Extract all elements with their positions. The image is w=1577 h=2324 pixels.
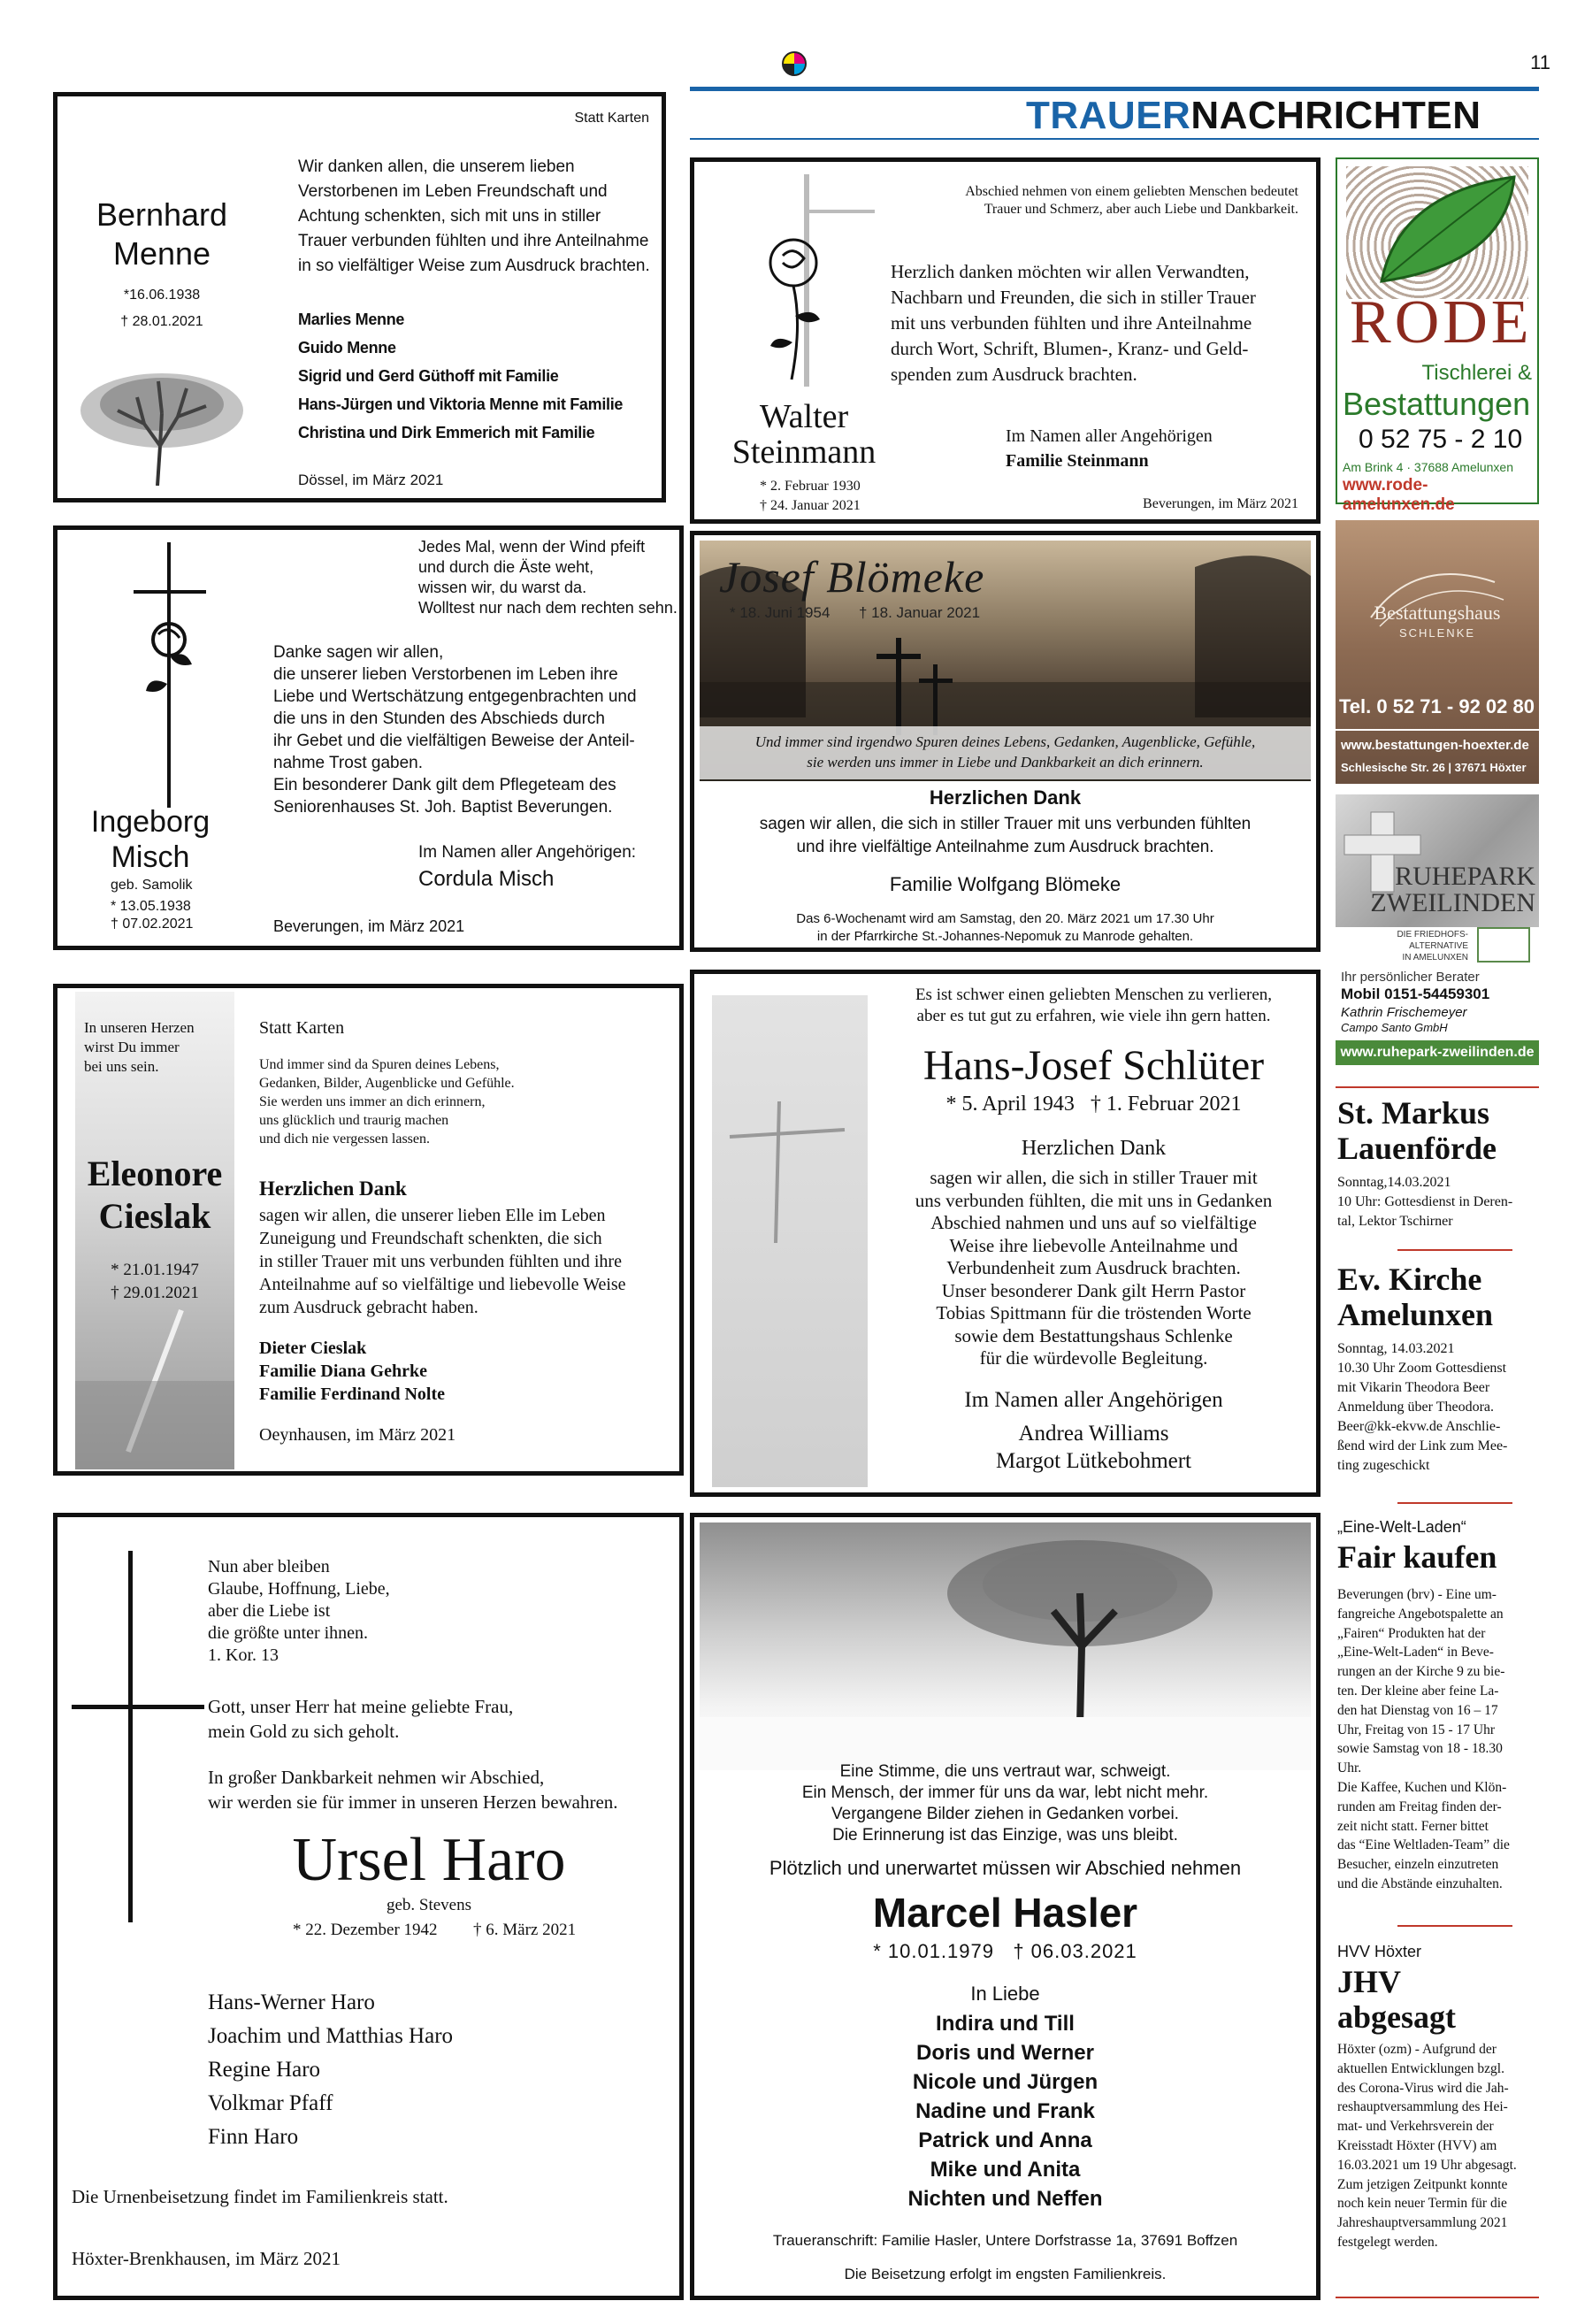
- haro-text2: [208, 1765, 618, 1814]
- ruhepark-url[interactable]: www.ruhepark-zweilinden.de: [1336, 1040, 1539, 1065]
- cieslak-text-line: Zuneigung und Freundschaft schenkten, die sich: [259, 1229, 602, 1248]
- steinmann-place: Beverungen, im März 2021: [1143, 496, 1298, 511]
- hasler-family-member: Indira und Till: [936, 2012, 1075, 2036]
- cieslak-poem-line: uns glücklich und traurig machen: [259, 1113, 449, 1128]
- haro-verse: [208, 1556, 390, 1667]
- steinmann-dates: [760, 477, 861, 516]
- schlueter-family: [871, 1420, 1316, 1475]
- schlueter-family-member: Margot Lütkebohmert: [995, 1449, 1192, 1473]
- jhv-text-line: Jahreshauptversammlung 2021: [1337, 2215, 1508, 2231]
- fair-kicker: „Eine-Welt-Laden“: [1337, 1518, 1466, 1536]
- misch-dates: [111, 877, 193, 933]
- steinmann-last-name: Steinmann: [731, 433, 877, 471]
- cieslak-text-line: sagen wir allen, die unserer lieben Elle im Leben: [259, 1206, 606, 1225]
- bloemeke-photo: [700, 541, 1311, 781]
- rode-line2: Bestattungen: [1343, 386, 1531, 422]
- steinmann-born: * 2. Februar 1930: [760, 479, 861, 494]
- page-number: 11: [1530, 51, 1550, 73]
- bloemeke-quote: [700, 732, 1311, 772]
- fair-title: Fair kaufen: [1337, 1539, 1497, 1575]
- fair-text-line: fangreiche Angebotspalette an: [1337, 1606, 1504, 1622]
- section-title-part1: TRAUER: [1026, 94, 1191, 137]
- schlenke-sub: SCHLENKE: [1398, 626, 1476, 640]
- haro-family-member: Regine Haro: [208, 2058, 321, 2082]
- fair-text-line: Beverungen (brv) - Eine um-: [1337, 1587, 1497, 1602]
- fair-text-line: Uhr, Freitag von 15 - 17 Uhr: [1337, 1722, 1496, 1737]
- markus-text-line: tal, Lektor Tschirner: [1337, 1214, 1453, 1229]
- misch-text-line: Seniorenhauses St. Joh. Baptist Beverungen.: [273, 798, 613, 817]
- bloemeke-born: * 18. Juni 1954: [730, 604, 831, 621]
- cieslak-last-name: Cieslak: [98, 1196, 211, 1236]
- fair-text-line: Die Kaffee, Kuchen und Klön-: [1337, 1779, 1507, 1795]
- cieslak-family-member: Dieter Cieslak: [259, 1338, 367, 1358]
- cieslak-died: † 29.01.2021: [111, 1284, 199, 1302]
- hasler-family-member: Doris und Werner: [916, 2041, 1094, 2065]
- menne-last-name: Menne: [112, 235, 211, 272]
- misch-text-line: nahme Trost gaben.: [273, 754, 423, 772]
- misch-text-line: Ein besonderer Dank gilt dem Pflegeteam des: [273, 776, 616, 794]
- menne-family: [298, 305, 623, 447]
- markus-text: [1337, 1173, 1512, 1231]
- haro-text1-line: Gott, unser Herr hat meine geliebte Frau,: [208, 1696, 514, 1717]
- jhv-text-line: mat- und Verkehrsverein der: [1337, 2119, 1494, 2135]
- schlueter-text-line: uns verbunden fühlten, die mit uns in Gedanken: [915, 1189, 1273, 1211]
- schlueter-text-line: Tobias Spittmann für die tröstenden Worte: [936, 1302, 1252, 1323]
- misch-poem-line: und durch die Äste weht,: [418, 558, 594, 576]
- menne-name: [73, 196, 250, 273]
- haro-name: Ursel Haro: [292, 1826, 566, 1894]
- bloemeke-died: † 18. Januar 2021: [859, 604, 981, 621]
- haro-family-member: Joachim und Matthias Haro: [208, 2024, 454, 2048]
- misch-born: * 13.05.1938: [111, 899, 191, 914]
- cieslak-family-member: Familie Diana Gehrke: [259, 1361, 427, 1381]
- hasler-intro: Plötzlich und unerwartet müssen wir Abschied nehmen: [769, 1857, 1242, 1879]
- schlueter-dates: * 5. April 1943 † 1. Februar 2021: [945, 1093, 1242, 1116]
- steinmann-text-line: spenden zum Ausdruck brachten.: [891, 364, 1137, 385]
- schlueter-text-line: Abschied nahmen und uns auf so vielfältige: [930, 1212, 1257, 1233]
- steinmann-sign-line2: Familie Steinmann: [1006, 451, 1149, 471]
- fair-text-line: runden am Freitag finden der-: [1337, 1799, 1502, 1814]
- menne-died: † 28.01.2021: [120, 314, 203, 329]
- haro-text1-line: mein Gold zu sich geholt.: [208, 1721, 400, 1742]
- rode-url[interactable]: www.rode-amelunxen.de: [1343, 476, 1455, 514]
- cieslak-text: [259, 1204, 626, 1319]
- amelunxen-text-line: ting zugeschickt: [1337, 1458, 1430, 1473]
- markus-title-line2: Lauenförde: [1337, 1131, 1497, 1166]
- amelunxen-title-line1: Ev. Kirche: [1337, 1262, 1482, 1297]
- fair-text-line: „Eine-Welt-Laden“ in Beve-: [1337, 1645, 1494, 1661]
- ruhepark-name1: RUHEPARK: [1395, 862, 1535, 891]
- hasler-family-member: Mike und Anita: [930, 2158, 1081, 2182]
- ruhepark-company: Campo Santo GmbH: [1341, 1021, 1448, 1034]
- fair-text-line: den hat Dienstag von 16 – 17: [1337, 1702, 1498, 1718]
- amelunxen-text-line: Beer@kk-ekvw.de Anschlie-: [1337, 1419, 1501, 1434]
- haro-verse-line: aber die Liebe ist: [208, 1601, 331, 1621]
- haro-text1: [208, 1694, 513, 1744]
- ruhepark-alt: [1397, 929, 1468, 963]
- schlueter-intro-line: aber es tut gut zu erfahren, wie viele ihn gern hatten.: [916, 1007, 1271, 1025]
- menne-text: [298, 155, 650, 279]
- steinmann-died: † 24. Januar 2021: [760, 498, 861, 513]
- cieslak-born: * 21.01.1947: [111, 1261, 199, 1279]
- ruhepark-advisor: Ihr persönlicher Berater: [1341, 970, 1480, 985]
- jhv-text-line: Kreisstadt Höxter (HVV) am: [1337, 2137, 1497, 2153]
- cieslak-poem-line: Gedanken, Bilder, Augenblicke und Gefühle.: [259, 1076, 515, 1091]
- misch-sign-line2: Cordula Misch: [418, 867, 555, 891]
- cieslak-poem-line: und dich nie vergessen lassen.: [259, 1131, 430, 1147]
- schlueter-text: [871, 1167, 1316, 1370]
- markus-title-line1: St. Markus: [1337, 1095, 1490, 1131]
- obituary-steinmann: [690, 157, 1321, 524]
- schlueter-sign: Im Namen aller Angehörigen: [964, 1388, 1223, 1412]
- menne-born: *16.06.1938: [123, 288, 201, 303]
- misch-first-name: Ingeborg: [90, 805, 211, 839]
- cieslak-name: [75, 1153, 234, 1238]
- jhv-kicker: HVV Höxter: [1337, 1943, 1422, 1960]
- schlenke-name: Bestattungshaus: [1374, 602, 1501, 624]
- bloemeke-photo-name: Josef Blömeke: [719, 552, 985, 602]
- misch-text-line: die uns in den Stunden des Abschieds durch: [273, 709, 605, 728]
- cieslak-first-name: Eleonore: [87, 1154, 223, 1193]
- fair-text-line: Uhr.: [1337, 1760, 1362, 1776]
- obituary-menne: [53, 92, 666, 502]
- amelunxen-text: [1337, 1339, 1507, 1476]
- cross-icon: [128, 1551, 133, 1922]
- header-rule-bottom: [690, 138, 1539, 140]
- steinmann-name: [707, 399, 901, 470]
- jhv-text-line: des Corona-Virus wird die Jah-: [1337, 2080, 1509, 2096]
- cieslak-place: Oeynhausen, im März 2021: [259, 1425, 456, 1445]
- hasler-family-member: Nichten und Neffen: [907, 2187, 1103, 2211]
- menne-text-line: Trauer verbunden fühlten und ihre Anteilnahme: [298, 232, 649, 250]
- haro-verse-line: Nun aber bleiben: [208, 1557, 330, 1576]
- haro-text2-line: wir werden sie für immer in unseren Herzen bewahren.: [208, 1791, 618, 1813]
- misch-text-line: die unserer lieben Verstorbenen im Leben ihre: [273, 665, 618, 684]
- cieslak-side-panel: [75, 992, 234, 1469]
- amelunxen-title: [1337, 1262, 1493, 1332]
- cieslak-poem: [259, 1055, 515, 1148]
- haro-family-member: Finn Haro: [208, 2125, 299, 2149]
- schlueter-intro: [871, 985, 1316, 1027]
- cieslak-family-member: Familie Ferdinand Nolte: [259, 1384, 445, 1404]
- menne-family-member: Sigrid und Gerd Güthoff mit Familie: [298, 367, 559, 385]
- tree-icon: [73, 362, 250, 486]
- schlueter-intro-line: Es ist schwer einen geliebten Menschen zu verlieren,: [915, 986, 1273, 1004]
- menne-text-line: in so vielfältiger Weise zum Ausdruck brachten.: [298, 257, 650, 275]
- ruhepark-alt-line: ALTERNATIVE: [1409, 941, 1468, 951]
- sidebar-rule: [1397, 1925, 1512, 1927]
- ruhepark-mobile: Mobil 0151-54459301: [1341, 986, 1490, 1002]
- hasler-poem-line: Ein Mensch, der immer für uns da war, lebt nicht mehr.: [801, 1783, 1209, 1802]
- jhv-text-line: Zum jetzigen Zeitpunkt konnte: [1337, 2176, 1508, 2192]
- misch-poem-line: wissen wir, du warst da.: [418, 579, 587, 596]
- hasler-poem-line: Die Erinnerung ist das Einzige, was uns bleibt.: [832, 1826, 1178, 1845]
- obituary-cieslak: [53, 984, 684, 1476]
- jhv-title-line1: JHV: [1337, 1964, 1401, 1999]
- cieslak-side-text: [84, 1018, 195, 1077]
- menne-header: Statt Karten: [574, 111, 649, 126]
- schlenke-phone: Tel. 0 52 71 - 92 02 80: [1339, 695, 1535, 717]
- menne-dates: [73, 282, 250, 335]
- cieslak-side-line: wirst Du immer: [84, 1039, 180, 1055]
- jhv-text-line: 16.03.2021 um 19 Uhr abgesagt.: [1337, 2157, 1517, 2173]
- rode-line1: Tischlerei &: [1421, 361, 1532, 385]
- winter-tree-icon: [700, 1522, 1311, 1770]
- house-icon: [1477, 927, 1530, 963]
- steinmann-intro-line: Trauer und Schmerz, aber auch Liebe und Dankbarkeit.: [984, 202, 1298, 217]
- hasler-family-member: Patrick und Anna: [918, 2128, 1092, 2152]
- hasler-name: Marcel Hasler: [872, 1890, 1138, 1936]
- ruhepark-alt-line: IN AMELUNXEN: [1402, 953, 1468, 963]
- hasler-poem: [694, 1761, 1316, 1846]
- hasler-poem-line: Eine Stimme, die uns vertraut war, schweigt.: [839, 1762, 1171, 1781]
- haro-place: Höxter-Brenkhausen, im März 2021: [72, 2248, 341, 2269]
- misch-place: Beverungen, im März 2021: [273, 917, 465, 935]
- jhv-text-line: noch kein neuer Termin für die: [1337, 2196, 1507, 2212]
- rose-cross-icon: [111, 542, 234, 808]
- misch-poem-line: Jedes Mal, wenn der Wind pfeift: [418, 538, 646, 556]
- hasler-family: [694, 2009, 1316, 2213]
- ad-ruhepark: [1336, 794, 1539, 1069]
- bloemeke-thanks: Herzlichen Dank: [929, 786, 1082, 809]
- rode-address: Am Brink 4 · 37688 Amelunxen: [1343, 460, 1513, 474]
- menne-family-member: Marlies Menne: [298, 311, 405, 328]
- misch-died: † 07.02.2021: [111, 917, 194, 932]
- hasler-dates: * 10.01.1979 † 06.03.2021: [873, 1940, 1137, 1962]
- amelunxen-text-line: Sonntag, 14.03.2021: [1337, 1341, 1455, 1356]
- schlueter-text-line: für die würdevolle Begleitung.: [979, 1347, 1208, 1369]
- cieslak-text-line: zum Ausdruck gebracht haben.: [259, 1298, 478, 1317]
- sidebar-rule: [1336, 2297, 1539, 2298]
- ad-schlenke: [1336, 520, 1539, 784]
- amelunxen-text-line: Anmeldung über Theodora.: [1337, 1400, 1494, 1415]
- cieslak-poem-line: Und immer sind da Spuren deines Lebens,: [259, 1057, 500, 1072]
- section-title-part2: NACHRICHTEN: [1190, 94, 1481, 137]
- misch-text-line: ihr Gebet und die vielfältigen Beweise der Anteil-: [273, 732, 635, 750]
- bloemeke-service-line: in der Pfarrkirche St.-Johannes-Nepomuk zu Manrode gehalten.: [816, 929, 1194, 944]
- schlueter-text-line: Unser besonderer Dank gilt Herrn Pastor: [941, 1279, 1246, 1301]
- bloemeke-service: [694, 910, 1316, 946]
- fair-text-line: und die Abstände einzuhalten.: [1337, 1875, 1503, 1891]
- haro-family: [208, 1986, 453, 2154]
- cieslak-text-line: in stiller Trauer mit uns verbunden fühlten und ihre: [259, 1252, 622, 1271]
- fair-text-line: „Fairen“ Produkten hat der: [1337, 1625, 1486, 1641]
- schlueter-text-line: sagen wir allen, die sich in stiller Trauer mit: [930, 1167, 1258, 1188]
- misch-text-line: Danke sagen wir allen,: [273, 643, 444, 662]
- hasler-poem-line: Vergangene Bilder ziehen in Gedanken vorbei.: [831, 1805, 1179, 1823]
- fair-text-line: sowie Samstag von 18 - 18.30: [1337, 1741, 1503, 1757]
- print-registration-mark: [782, 51, 807, 76]
- menne-family-member: Guido Menne: [298, 339, 396, 357]
- amelunxen-title-line2: Amelunxen: [1337, 1297, 1494, 1332]
- misch-last-name: Misch: [111, 840, 190, 874]
- haro-born: * 22. Dezember 1942: [293, 1921, 438, 1939]
- bloemeke-family: Familie Wolfgang Blömeke: [889, 873, 1122, 895]
- schlenke-address: Schlesische Str. 26 | 37671 Höxter: [1341, 761, 1527, 774]
- menne-family-member: Christina und Dirk Emmerich mit Familie: [298, 424, 595, 441]
- steinmann-text-line: durch Wort, Schrift, Blumen-, Kranz- und Geld-: [891, 338, 1249, 359]
- bloemeke-text-line: und ihre vielfältige Anteilnahme zum Ausdruck brachten.: [796, 838, 1214, 856]
- misch-text: [273, 641, 637, 818]
- fair-text-line: das “Eine Weltladen-Team” die: [1337, 1837, 1510, 1853]
- misch-poem-line: Wolltest nur nach dem rechten sehn.: [418, 599, 677, 617]
- haro-verse-line: Glaube, Hoffnung, Liebe,: [208, 1579, 390, 1599]
- cieslak-header: Statt Karten: [259, 1018, 345, 1038]
- fair-text-line: Besucher, einzeln einzutreten: [1337, 1857, 1499, 1873]
- steinmann-text: [891, 259, 1256, 387]
- schlueter-name: Hans-Josef Schlüter: [922, 1042, 1265, 1089]
- jhv-text-line: Höxter (ozm) - Aufgrund der: [1337, 2042, 1497, 2057]
- jhv-title: [1337, 1964, 1456, 2035]
- jhv-text: [1337, 2040, 1517, 2252]
- hasler-photo: [700, 1522, 1311, 1770]
- header-rule: [690, 87, 1539, 91]
- markus-title: [1337, 1095, 1497, 1166]
- obituary-schlueter: [690, 970, 1321, 1497]
- cieslak-side-line: In unseren Herzen: [84, 1019, 195, 1036]
- haro-text2-line: In großer Dankbarkeit nehmen wir Abschied,: [208, 1767, 545, 1788]
- obituary-bloemeke: [690, 531, 1321, 952]
- menne-text-line: Verstorbenen im Leben Freundschaft und: [298, 182, 608, 201]
- bloemeke-quote-line: sie werden uns immer in Liebe und Dankbarkeit an dich erinnern.: [807, 754, 1204, 771]
- rode-phone: 0 52 75 - 2 10: [1359, 425, 1523, 454]
- bloemeke-text-line: sagen wir allen, die sich in stiller Trauer mit uns verbunden fühlten: [759, 815, 1252, 833]
- amelunxen-text-line: ßend wird der Link zum Mee-: [1337, 1438, 1508, 1453]
- haro-note: Die Urnenbeisetzung findet im Familienkreis statt.: [72, 2186, 448, 2207]
- cieslak-poem-line: Sie werden uns immer an dich erinnern,: [259, 1094, 486, 1109]
- hasler-address: Traueranschrift: Familie Hasler, Untere Dorfstrasse 1a, 37691 Boffzen: [772, 2232, 1238, 2249]
- cross-bar: [72, 1705, 204, 1709]
- hasler-love: In Liebe: [970, 1983, 1040, 2005]
- ruhepark-person: Kathrin Frischemeyer: [1341, 1005, 1467, 1020]
- haro-verse-line: die größte unter ihnen.: [208, 1623, 369, 1643]
- misch-signature: [418, 840, 636, 893]
- hasler-family-member: Nadine und Frank: [915, 2099, 1095, 2123]
- sidebar-rule: [1336, 1086, 1539, 1088]
- steinmann-sign-line1: Im Namen aller Angehörigen: [1006, 426, 1213, 446]
- fair-text-line: ten. Der kleine aber feine La-: [1337, 1683, 1499, 1699]
- haro-died: † 6. März 2021: [473, 1921, 577, 1939]
- amelunxen-text-line: 10.30 Uhr Zoom Gottesdienst: [1337, 1361, 1507, 1376]
- markus-text-line: 10 Uhr: Gottesdienst in Deren-: [1337, 1194, 1513, 1209]
- ad-rode: [1336, 157, 1539, 514]
- sidebar-rule: [1397, 1249, 1512, 1251]
- ruhepark-name2: ZWEILINDEN: [1370, 888, 1535, 917]
- markus-text-line: Sonntag,14.03.2021: [1337, 1175, 1451, 1190]
- obituary-hasler: [690, 1513, 1321, 2300]
- bloemeke-service-line: Das 6-Wochenamt wird am Samstag, den 20. März 2021 um 17.30 Uhr: [796, 911, 1214, 926]
- misch-text-line: Liebe und Wertschätzung entgegenbrachten und: [273, 687, 637, 706]
- rose-cross-icon: [751, 174, 875, 387]
- cieslak-family: [259, 1337, 445, 1406]
- steinmann-text-line: Nachbarn und Freunden, die sich in stiller Trauer: [891, 287, 1256, 308]
- leaf-icon: [1346, 166, 1528, 299]
- fair-text-line: zeit nicht statt. Ferner bittet: [1337, 1818, 1489, 1834]
- cieslak-text-line: Anteilnahme auf so vielfältige und liebevolle Weise: [259, 1275, 626, 1294]
- misch-sign-line1: Im Namen aller Angehörigen:: [418, 843, 637, 862]
- cieslak-side-line: bei uns sein.: [84, 1058, 159, 1075]
- menne-text-line: Achtung schenkten, sich mit uns in stiller: [298, 207, 601, 226]
- steinmann-text-line: Herzlich danken möchten wir allen Verwandten,: [891, 261, 1250, 282]
- sidebar-rule: [1397, 1502, 1512, 1504]
- schlueter-text-line: sowie dem Bestattungshaus Schlenke: [954, 1324, 1233, 1346]
- haro-verse-line: 1. Kor. 13: [208, 1645, 279, 1665]
- bloemeke-quote-line: Und immer sind irgendwo Spuren deines Lebens, Gedanken, Augenblicke, Gefühle,: [754, 733, 1256, 750]
- steinmann-text-line: mit uns verbunden fühlten und ihre Anteilnahme: [891, 312, 1252, 334]
- cieslak-thanks: Herzlichen Dank: [259, 1177, 407, 1200]
- hasler-family-member: Nicole und Jürgen: [912, 2070, 1099, 2094]
- ruhepark-alt-line: DIE FRIEDHOFS-: [1397, 930, 1468, 940]
- amelunxen-text-line: mit Vikarin Theodora Beer: [1337, 1380, 1490, 1395]
- haro-family-member: Volkmar Pfaff: [208, 2091, 333, 2115]
- menne-first-name: Bernhard: [96, 196, 228, 233]
- hasler-note: Die Beisetzung erfolgt im engsten Familienkreis.: [844, 2266, 1167, 2282]
- steinmann-intro: [965, 183, 1298, 219]
- menne-place: Dössel, im März 2021: [298, 472, 444, 488]
- misch-name: [66, 804, 234, 875]
- misch-poem: [418, 537, 677, 618]
- steinmann-intro-line: Abschied nehmen von einem geliebten Menschen bedeutet: [965, 184, 1298, 199]
- obituary-misch: [53, 525, 684, 950]
- schlueter-text-line: Weise ihre liebevolle Anteilnahme und: [949, 1234, 1238, 1256]
- fair-text-line: rungen an der Kirche 9 zu bie-: [1337, 1664, 1505, 1680]
- fair-text: [1337, 1585, 1510, 1894]
- cross-icon: [712, 995, 868, 1487]
- obituary-haro: [53, 1513, 684, 2300]
- cieslak-dates: [75, 1259, 234, 1305]
- menne-text-line: Wir danken allen, die unserem lieben: [298, 157, 575, 176]
- jhv-text-line: festgelegt werden.: [1337, 2234, 1438, 2250]
- jhv-text-line: reshauptversammlung des Hei-: [1337, 2099, 1508, 2115]
- menne-family-member: Hans-Jürgen und Viktoria Menne mit Familie: [298, 395, 624, 413]
- steinmann-first-name: Walter: [759, 398, 849, 435]
- section-title: [1026, 94, 1481, 138]
- haro-family-member: Hans-Werner Haro: [208, 1990, 375, 2014]
- jhv-title-line2: abgesagt: [1337, 1999, 1456, 2035]
- rode-name: RODE: [1350, 288, 1533, 357]
- schlueter-family-member: Andrea Williams: [1018, 1422, 1169, 1446]
- schlueter-thanks: Herzlichen Dank: [1021, 1137, 1167, 1160]
- schlueter-side-panel: [712, 995, 868, 1487]
- bloemeke-text: [694, 813, 1316, 859]
- schlenke-divider: [1336, 729, 1539, 731]
- haro-birth-name: geb. Stevens: [386, 1896, 472, 1914]
- steinmann-signature: [1006, 424, 1213, 473]
- schlenke-url[interactable]: www.bestattungen-hoexter.de: [1341, 738, 1529, 753]
- schlueter-text-line: Verbundenheit zum Ausdruck brachten.: [946, 1257, 1241, 1278]
- jhv-text-line: aktuellen Entwicklungen bzgl.: [1337, 2060, 1504, 2076]
- misch-birth-name: geb. Samolik: [111, 878, 193, 893]
